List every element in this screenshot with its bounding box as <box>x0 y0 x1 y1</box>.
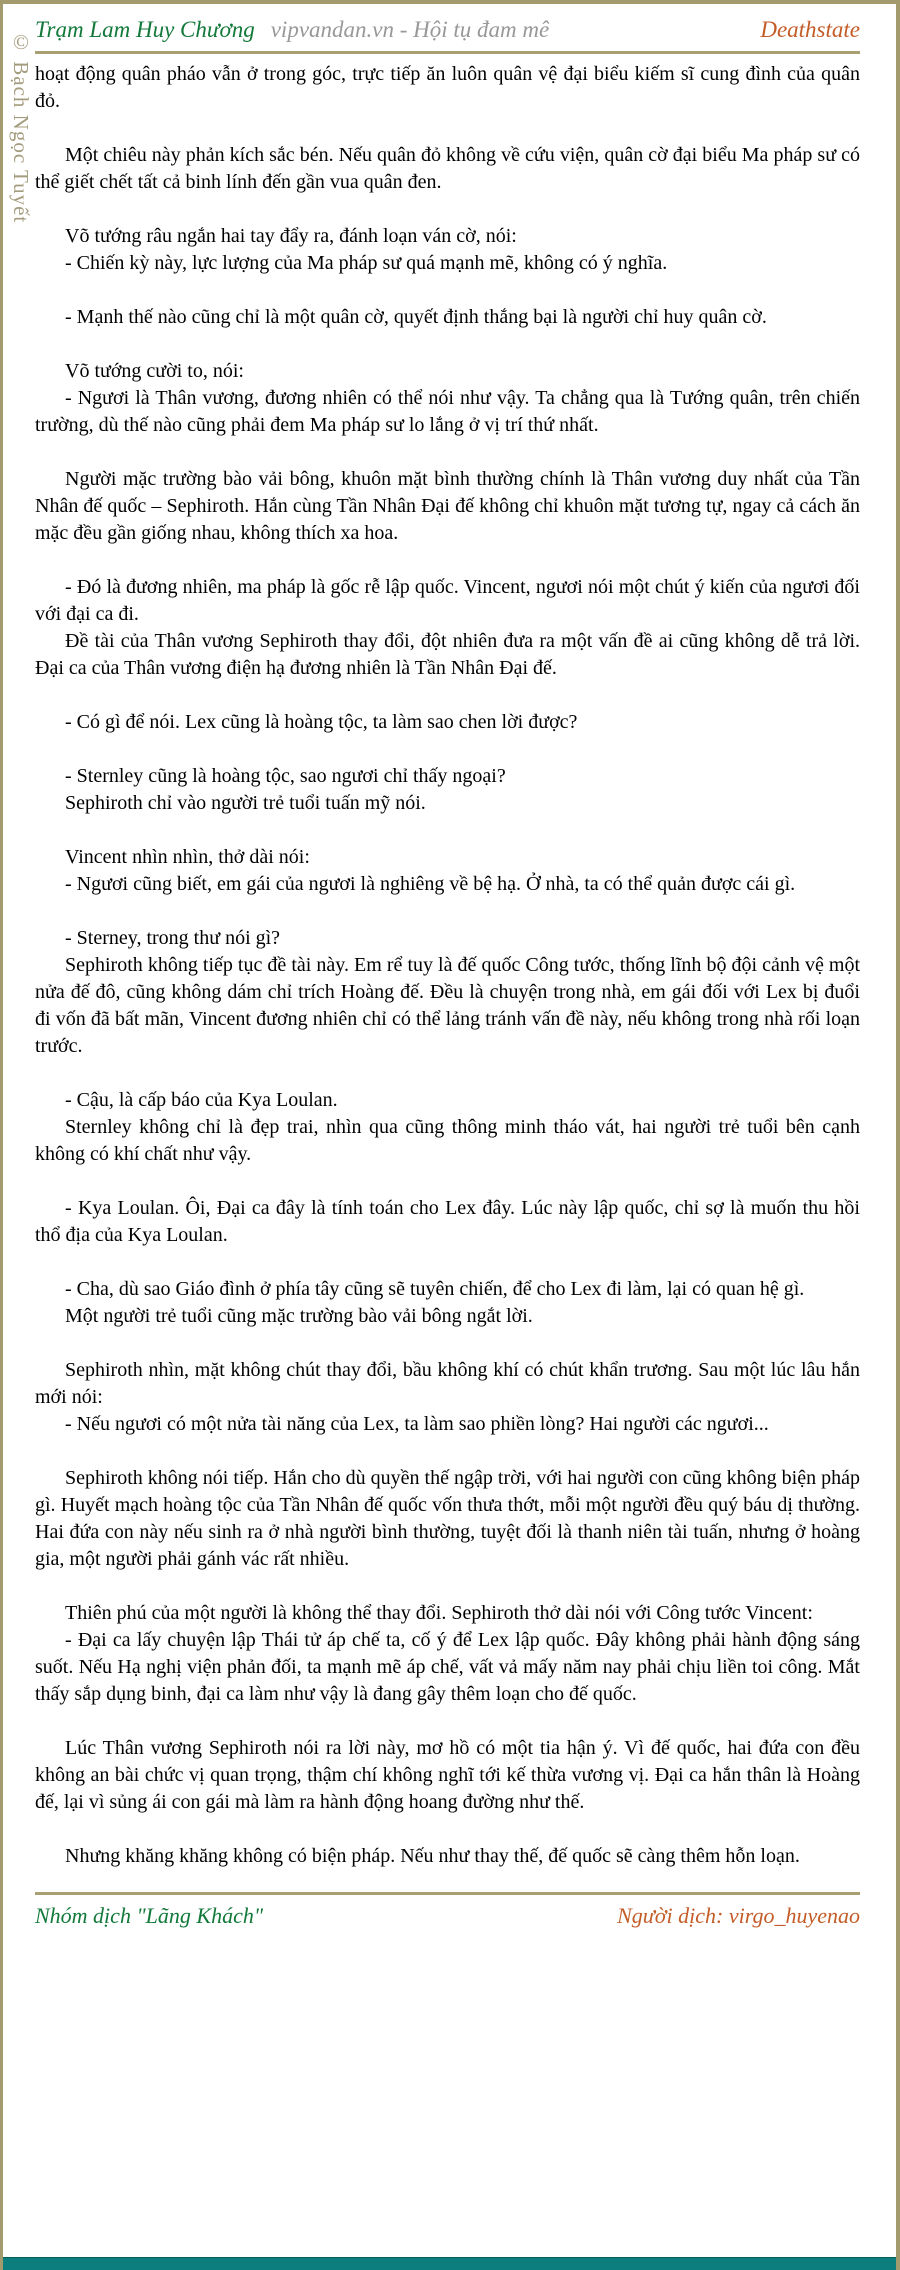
paragraph: Sephiroth không nói tiếp. Hắn cho dù quyền thế ngập trời, với hai người con cũng không biện pháp gì. Huyết mạch hoàng tộc của Tần Nhân đế quốc vốn thưa thớt, mỗi một người đều quý báu dị thường. Hai đứa con này nếu sinh ra ở nhà người bình thường, tuyệt đối là thanh niên tài tuấn, nhưng ở hoàng gia, một người phải gánh vác rất nhiều. <box>35 1466 860 1570</box>
paragraph: Thiên phú của một người là không thể thay đổi. Sephiroth thở dài nói với Công tước Vincent: <box>65 1601 813 1624</box>
header-divider <box>35 51 860 54</box>
paragraph: - Sternley cũng là hoàng tộc, sao ngươi chỉ thấy ngoại? <box>65 764 506 787</box>
text-block <box>35 142 860 196</box>
article-body <box>35 61 860 1870</box>
page-header <box>35 12 860 44</box>
page-footer <box>35 1895 860 1929</box>
page-content <box>3 4 896 1929</box>
paragraph: hoạt động quân pháo vẫn ở trong góc, trực tiếp ăn luôn quân vệ đại biểu kiếm sĩ cung đình của quân đỏ. <box>35 62 860 112</box>
text-block <box>35 1843 860 1870</box>
paragraph: Sephiroth nhìn, mặt không chút thay đổi, bầu không khí có chút khẩn trương. Sau một lúc lâu hắn mới nói: <box>35 1358 860 1408</box>
paragraph: - Chiến kỳ này, lực lượng của Ma pháp sư quá mạnh mẽ, không có ý nghĩa. <box>65 251 668 274</box>
paragraph: Võ tướng râu ngắn hai tay đẩy ra, đánh loạn ván cờ, nói: <box>65 224 517 247</box>
text-block <box>35 844 860 898</box>
paragraph: - Ngươi cũng biết, em gái của ngươi là nghiêng về bệ hạ. Ở nhà, ta có thể quản được cái gì. <box>65 872 796 895</box>
paragraph: Võ tướng cười to, nói: <box>65 359 244 382</box>
text-block <box>35 763 860 817</box>
paragraph: Vincent nhìn nhìn, thở dài nói: <box>65 845 310 868</box>
text-block <box>35 223 860 277</box>
text-block <box>35 1465 860 1573</box>
text-block <box>35 574 860 682</box>
book-title: Deathstate <box>760 17 860 42</box>
translation-group: Nhóm dịch "Lãng Khách" <box>35 1902 264 1928</box>
text-block <box>35 925 860 1060</box>
text-block <box>35 1087 860 1168</box>
text-block <box>35 1195 860 1249</box>
paragraph: Nhưng khăng khăng không có biện pháp. Nếu như thay thế, đế quốc sẽ càng thêm hỗn loạn. <box>65 1844 800 1867</box>
paragraph: - Ngươi là Thân vương, đương nhiên có thể nói như vậy. Ta chẳng qua là Tướng quân, trên chiến trường, dù thế nào cũng phải đem Ma pháp sư lo lắng ở vị trí thứ nhất. <box>35 386 860 436</box>
text-block <box>35 709 860 736</box>
paragraph: - Đại ca lấy chuyện lập Thái tử áp chế ta, cố ý để Lex lập quốc. Đây không phải hành động sáng suốt. Nếu Hạ nghị viện phản đối, ta mạnh mẽ áp chế, vất vả mấy năm nay phải chịu liền toi công. Mắt thấy sắp dụng binh, đại ca làm như vậy là đang gây thêm loạn cho đế quốc. <box>35 1628 860 1705</box>
translator-credit: Người dịch: virgo_huyenao <box>617 1902 860 1928</box>
text-block <box>35 1357 860 1438</box>
paragraph: - Sterney, trong thư nói gì? <box>65 926 281 949</box>
paragraph: - Đó là đương nhiên, ma pháp là gốc rễ lập quốc. Vincent, ngươi nói một chút ý kiến của ngươi đối với đại ca đi. <box>35 575 860 625</box>
text-block <box>35 304 860 331</box>
site-name: Trạm Lam Huy Chương <box>35 17 255 42</box>
bottom-bar <box>3 2257 896 2270</box>
paragraph: - Kya Loulan. Ôi, Đại ca đây là tính toán cho Lex đây. Lúc này lập quốc, chỉ sợ là muốn thu hồi thổ địa của Kya Loulan. <box>35 1196 860 1246</box>
text-block <box>35 1735 860 1816</box>
text-block <box>35 1276 860 1330</box>
paragraph: Người mặc trường bào vải bông, khuôn mặt bình thường chính là Thân vương duy nhất của Tần Nhân đế quốc – Sephiroth. Hắn cùng Tần Nhân Đại đế không chỉ khuôn mặt tương tự, ngay cả cách ăn mặc đều gần giống nhau, không thích xa hoa. <box>35 467 860 544</box>
paragraph: Một chiêu này phản kích sắc bén. Nếu quân đỏ không về cứu viện, quân cờ đại biểu Ma pháp sư có thể giết chết tất cả binh lính đến gần vua quân đen. <box>35 143 860 193</box>
paragraph: Sephiroth chỉ vào người trẻ tuổi tuấn mỹ nói. <box>65 791 426 814</box>
text-block <box>35 358 860 439</box>
paragraph: Lúc Thân vương Sephiroth nói ra lời này, mơ hồ có một tia hận ý. Vì đế quốc, hai đứa con đều không an bài chức vị quan trọng, thậm chí không nghĩ tới kế thừa vương vị. Đại ca hắn thân là Hoàng đế, lại vì sủng ái con gái mà làm ra hành động hoang đường như thế. <box>35 1736 860 1813</box>
paragraph: - Có gì để nói. Lex cũng là hoàng tộc, ta làm sao chen lời được? <box>65 710 578 733</box>
paragraph: Sephiroth không tiếp tục đề tài này. Em rể tuy là đế quốc Công tước, thống lĩnh bộ đội cảnh vệ một nửa đế đô, cũng không dám chỉ trích Hoàng đế. Đều là chuyện trong nhà, em gái đối với Lex bị đuổi đi vốn đã bất mãn, Vincent đương nhiên chỉ có thể lảng tránh vấn đề này, nếu không trong nhà rối loạn trước. <box>35 953 860 1057</box>
paragraph: Đề tài của Thân vương Sephiroth thay đổi, đột nhiên đưa ra một vấn đề ai cũng không dễ trả lời. Đại ca của Thân vương điện hạ đương nhiên là Tần Nhân Đại đế. <box>35 629 860 679</box>
site-slogan: vipvandan.vn - Hội tụ đam mê <box>270 17 550 42</box>
paragraph: - Mạnh thế nào cũng chỉ là một quân cờ, quyết định thắng bại là người chỉ huy quân cờ. <box>65 305 767 328</box>
text-block <box>35 61 860 115</box>
paragraph: - Nếu ngươi có một nửa tài năng của Lex, ta làm sao phiền lòng? Hai người các ngươi... <box>65 1412 769 1435</box>
paragraph: Sternley không chỉ là đẹp trai, nhìn qua cũng thông minh tháo vát, hai người trẻ tuổi bên cạnh không có khí chất như vậy. <box>35 1115 860 1165</box>
paragraph: - Cậu, là cấp báo của Kya Loulan. <box>65 1088 338 1111</box>
copyright-vertical-text: © Bạch Ngọc Tuyết <box>9 30 33 224</box>
paragraph: Một người trẻ tuổi cũng mặc trường bào vải bông ngắt lời. <box>65 1304 533 1327</box>
paragraph: - Cha, dù sao Giáo đình ở phía tây cũng sẽ tuyên chiến, để cho Lex đi làm, lại có quan hệ gì. <box>65 1277 805 1300</box>
text-block <box>35 1600 860 1708</box>
text-block <box>35 466 860 547</box>
